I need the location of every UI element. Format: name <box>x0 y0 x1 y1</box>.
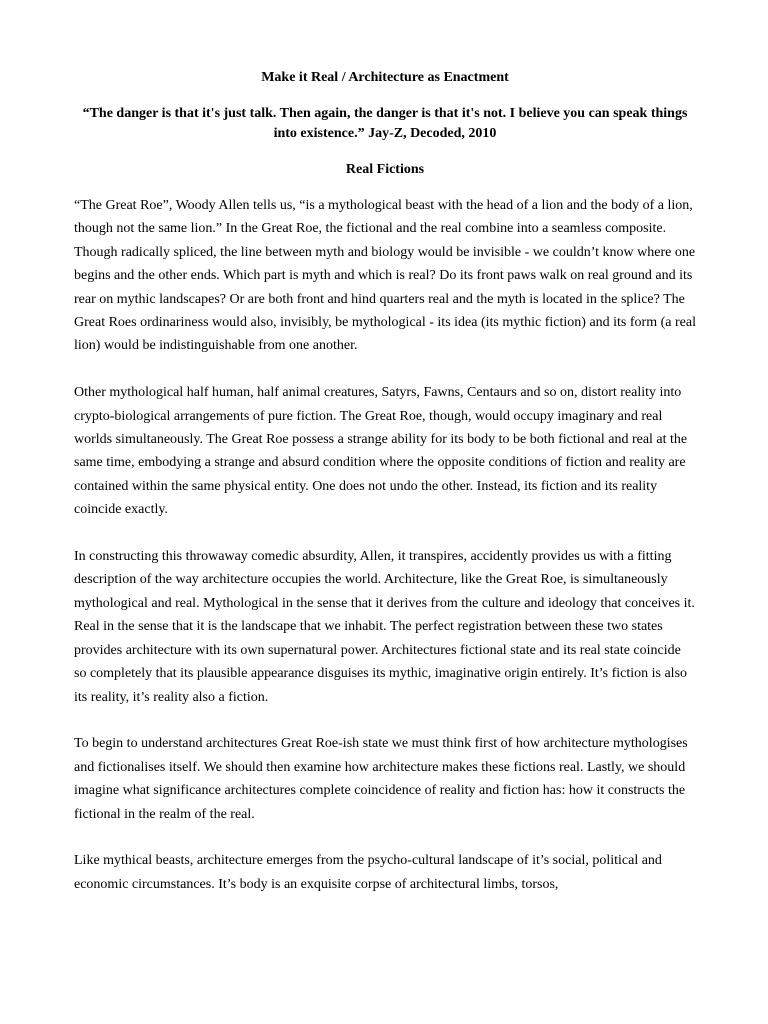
body-paragraph: Other mythological half human, half animal creatures, Satyrs, Fawns, Centaurs and so on, distort reality into crypto-biological arrangements of pure fiction. The Great Roe, though, would occupy imaginary and real worlds simultaneously. The Great Roe possess a strange ability for its body to be both fictional and real at the same time, embodying a strange and absurd condition where the opposite conditions of fiction and reality are contained within the same physical entity. One does not undo the other. Instead, its fiction and its reality coincide exactly. <box>74 385 688 518</box>
body-paragraph: To begin to understand architectures Great Roe-ish state we must think first of how architecture mythologises and fictionalises itself. We should then examine how architecture makes these fictions real. Lastly, we should imagine what significance architectures complete coincidence of reality and fiction has: how it constructs the fictional in the realm of the real. <box>74 736 688 822</box>
body-paragraph: Like mythical beasts, architecture emerges from the psycho-cultural landscape of it’s social, political and economic circumstances. It’s body is an exquisite corpse of architectural limbs, torsos, <box>74 853 662 892</box>
body-paragraph: In constructing this throwaway comedic absurdity, Allen, it transpires, accidently provides us with a fitting description of the way architecture occupies the world. Architecture, like the Great Roe, is simultaneously mythological and real. Mythological in the sense that it derives from the culture and ideology that conceives it. Real in the sense that it is the landscape that we inhabit. The perfect registration between these two states provides architecture with its own supernatural power. Architectures fictional state and its real state coincide so completely that its plausible appearance disguises its mythic, imaginative origin entirely. It’s fiction is also its reality, it’s reality also a fiction. <box>74 549 695 705</box>
body-paragraph: “The Great Roe”, Woody Allen tells us, “is a mythological beast with the head of a lion and the body of a lion, though not the same lion.” In the Great Roe, the fictional and the real combine into a seamless composite. Though radically spliced, the line between myth and biology would be invisible - we couldn’t know where one begins and the other ends. Which part is myth and which is real? Do its front paws walk on real ground and its rear on mythic landscapes? Or are both front and hind quarters real and the myth is located in the splice? The Great Roes ordinariness would also, invisibly, be mythological - its idea (its mythic fiction) and its form (a real lion) would be indistinguishable from one another. <box>74 198 696 354</box>
section-heading: Real Fictions <box>345 162 425 177</box>
document-title: Make it Real / Architecture as Enactment <box>261 70 509 85</box>
document-page <box>74 68 696 896</box>
epigraph-quote: “The danger is that it's just talk. Then again, the danger is that it's not. I believe you can speak things into existence.” Jay-Z, Decoded, 2010 <box>82 106 688 141</box>
